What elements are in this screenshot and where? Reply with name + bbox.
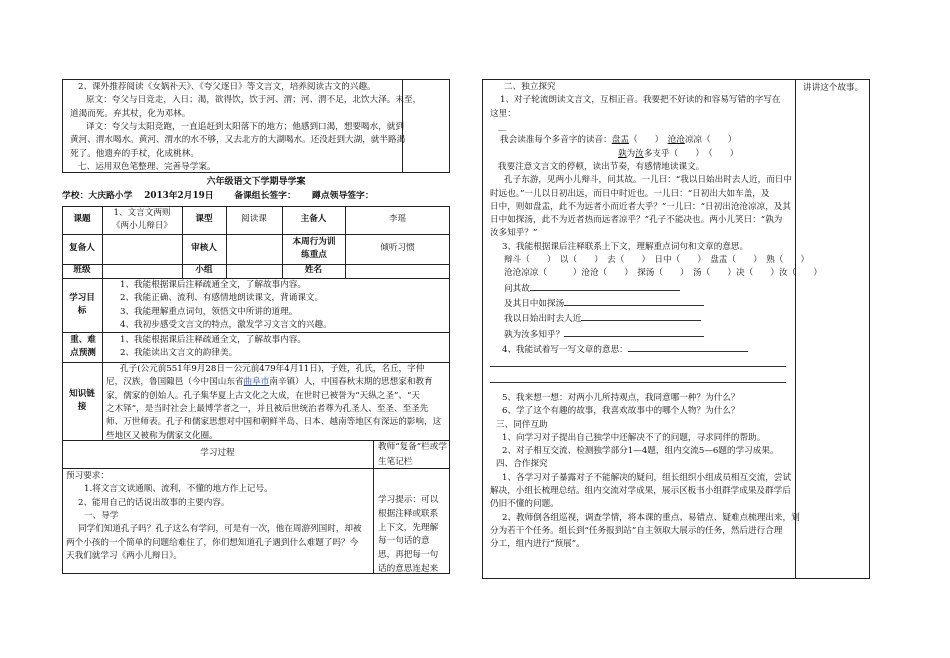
text-line: 译文：夸父与太阳竞跑，一直追赶到太阳落下的地方；他感到口渴，想要喝水，就到 xyxy=(86,121,404,132)
process-line: 2、能用自己的话说出故事的主要内容。 xyxy=(78,497,230,508)
goals-label: 学习目标 xyxy=(69,292,95,316)
process-line: 1.将文言文读通顺、流利，不懂的地方作上记号。 xyxy=(84,484,273,495)
polyphone-line xyxy=(490,148,792,161)
tip-line: 根据注释或联系 xyxy=(378,508,439,519)
right-line: 仍旧不懂的问题。 xyxy=(490,499,559,510)
process-line: 天我们就学习《两小儿辩日》。 xyxy=(66,550,183,561)
text-line: 黄河、渭水喝水。黄河、渭水的水不够，又去北方的大湖喝水。还没赶到大湖，就半路渴 xyxy=(70,135,406,146)
polyphone-line xyxy=(490,134,792,147)
goal-item: 1、我能根据课后注释疏通全文，了解故事内容。 xyxy=(120,280,306,290)
right-line: 1、对子轮流朗读文言文，互相正音。我要把不好读的和容易写错的字写在 xyxy=(500,95,781,106)
process-line: 两个小孩的一个简单的问题给难住了，你们想知道孔子遇到什么难题了吗？今 xyxy=(66,537,359,548)
passage-line: 日中，则如盘盂，此不为远者小而近者大乎？”一儿曰：“日初出沧沧凉凉，及其 xyxy=(490,201,791,212)
right-line: 2、对子相互交流、检测独学部分1—4题，组内交流5—6题的学习成果。 xyxy=(502,446,779,457)
words-line: 沧沧凉凉（ ）沧沧（ ） 探汤（ ） 汤（ ）决（ ）汝（ ） xyxy=(504,268,822,279)
right-line: 3、我能根据课后注释联系上下文，理解重点词句和文章的意思。 xyxy=(502,241,749,252)
tip-line: 上下文，先理解 xyxy=(378,522,439,533)
knowledge-line: 家，儒家的创始人。孔子集华夏上古文化之大成，在世时已被誉为“天纵之圣”、“天 xyxy=(106,390,420,401)
notes-header: 教师“复备”栏或学生笔记栏 xyxy=(378,442,447,467)
phrase: 孰为汝多知乎？ xyxy=(504,329,565,340)
paren: （ ） xyxy=(708,148,739,159)
knowledge-line: 孔子(公元前551年9月28日－公元前479年4月11日)，子姓，孔氏，名丘，字仲 xyxy=(120,364,425,374)
section-heading: 二、独立探究 xyxy=(504,82,556,92)
word-liangliang: 凉凉 xyxy=(684,135,703,146)
goal-item: 2、我能正确、流利、有感情地朗读课文，背诵课文。 xyxy=(120,293,324,304)
knowledge-line-a: 尼，汉族，鲁国陬邑（今中国山东省 xyxy=(106,377,244,388)
knowledge-line-b: 南辛镇）人，中国春秋末期的思想家和教育 xyxy=(269,377,433,388)
name-label: 姓名 xyxy=(304,265,323,276)
keypoints-list xyxy=(110,334,306,361)
left-top-text xyxy=(70,81,422,174)
keypoint-item: 2、我能读出文言文的韵律美。 xyxy=(120,348,238,359)
keypoint-item: 1、我能根据课后注释疏通全文，了解故事内容。 xyxy=(120,335,306,345)
process-line: 预习要求： xyxy=(66,471,109,481)
right-line: 1、向学习对子提出自己独学中还解决不了的问题，寻求同伴的帮助。 xyxy=(502,432,766,443)
word-cangcang: 沧沧 xyxy=(667,135,685,146)
phrase-line xyxy=(490,296,792,311)
keypoints-label: 重、难点预测 xyxy=(70,334,96,358)
auditor-label: 审核人 xyxy=(191,243,217,254)
knowledge-text xyxy=(106,363,441,443)
focus-value: 倾听习惯 xyxy=(380,243,415,254)
knowledge-line: 师、万世师表。孔子和儒家思想对中国和朝鲜半岛、日本、越南等地区有深远的影响，这 xyxy=(106,417,442,428)
type-label: 课型 xyxy=(195,214,213,225)
phrase: 及其日中如探汤 xyxy=(504,299,565,309)
header-meta xyxy=(62,190,374,204)
right-line: 1、各学习对子暴露对子不能解决的疑问，组长组织小组成员相互交流，尝试 xyxy=(502,472,792,483)
host-value: 李瑶 xyxy=(388,214,407,225)
right-body xyxy=(490,81,822,552)
right-line: 这里： xyxy=(490,108,516,119)
polyphone-prompt: 我会读准每个多音字的读音： xyxy=(500,135,612,146)
right-line: 分工，组内进行“预展”。 xyxy=(490,539,585,550)
text-line: 2、课外推荐阅读《女娲补天》、《夸父逐日》等文言文，培养阅读古文的兴趣。 xyxy=(78,82,376,92)
right-line: 解决，小组长梳理总结。组内交流对学成果，展示区板书小组群学成果及群学后 xyxy=(490,486,791,497)
leader-sign: 备课组长签字： xyxy=(234,191,292,201)
section-heading: 四、合作探究 xyxy=(496,459,548,470)
goals-list xyxy=(110,279,332,332)
phrase: 我以日始出时去人近 xyxy=(504,314,582,325)
text-line: 七、运用双色笔整理、完善导学案。 xyxy=(78,161,216,172)
text-line: 死了。他遗弃的手杖，化成桃林。 xyxy=(70,148,199,159)
words-line xyxy=(490,281,792,296)
passage-line: 时远也。”一儿以日初出远，而日中时近也。一儿曰：“日初出大如车盖，及 xyxy=(490,188,770,199)
passage-line: 日中如探汤，此不为近者热而远者凉乎？”孔子不能决也。两小儿笑曰：“孰为 xyxy=(490,215,783,226)
group-label: 小组 xyxy=(195,265,213,276)
text-line: 原文：夸父与日竞走，入日；渴，欲得饮，饮于河、渭；河、渭不足，北饮大泽。未至， xyxy=(86,95,422,106)
paren: （ ） xyxy=(628,135,660,146)
phrase-line xyxy=(490,327,792,342)
paren: （ ） xyxy=(702,135,737,146)
knowledge-line: 些地区又被称为儒家文化圈。 xyxy=(106,430,218,441)
reviewer-label: 复备人 xyxy=(69,243,95,254)
knowledge-line xyxy=(106,376,441,389)
right-line: 我要注意文言文的停顿，读出节奏，有感情地读课文。 xyxy=(498,161,705,172)
section-heading: 三、同伴互助 xyxy=(496,419,548,430)
lesson-date: 2013年2月19日 xyxy=(144,191,214,201)
knowledge-label: 知识链接 xyxy=(69,388,95,412)
word-shu: 孰 xyxy=(618,148,627,159)
tip-line: 学习提示：可以 xyxy=(378,495,439,505)
type-value: 阅读课 xyxy=(241,214,267,225)
knowledge-line: 之木铎”，是当时社会上最博学者之一，并且被后世统治者尊为孔圣人、至圣、至圣先 xyxy=(106,403,429,414)
qufu-link[interactable]: 曲阜市 xyxy=(243,377,270,388)
passage-line: 孔子东游，见两小儿辩斗，问其故。一儿曰：“我以日始出时去人近，而日中 xyxy=(504,175,792,186)
page-title: 六年级语文下学期导学案 xyxy=(206,177,306,187)
right-line: 5、我来想一想：对两小儿所持观点，我同意哪一种？为什么？ xyxy=(502,392,740,403)
tip-line: 话的意思连起来 xyxy=(378,563,439,574)
words-line: 辩斗（ ） 以（ ） 去（ ） 日中（ ） 盘盂（ ） 熟（ ） xyxy=(504,255,810,266)
right-notes-divider xyxy=(795,79,796,579)
word-ru: 汝 xyxy=(635,148,644,159)
point-sign: 蹲点领导签字： xyxy=(312,191,374,201)
process-header: 学习过程 xyxy=(200,448,235,459)
phrase-line xyxy=(490,311,792,326)
answer-line xyxy=(490,373,792,388)
paren: （ ） xyxy=(669,148,700,159)
school-name: 学校：大庆路小学 xyxy=(62,191,133,201)
write-prompt: 4、我能试着写一写文章的意思： xyxy=(502,344,628,355)
goal-item: 3、我能理解重点词句，领悟文中所讲的道理。 xyxy=(120,306,298,317)
text-line: 道渴而死。弃其杖，化为邓林。 xyxy=(70,108,191,119)
word-wenqigu: 问其故 xyxy=(504,283,530,294)
answer-line xyxy=(490,357,792,372)
topic-value: 1、文言文两则《两小儿辩日》 xyxy=(111,207,173,231)
passage-line: 汝多知乎？” xyxy=(490,228,538,239)
host-label: 主备人 xyxy=(300,214,327,225)
word-panyu: 盘盂 xyxy=(611,135,629,146)
right-notes-text: 讲讲这个故事。 xyxy=(803,83,864,93)
tip-line: 每一句话的意 xyxy=(378,536,430,547)
study-tip xyxy=(378,494,450,577)
process-body xyxy=(66,470,371,563)
goal-item: 4、我初步感受文言文的特点，激发学习文言文的兴趣。 xyxy=(120,319,332,330)
right-line: 2、教师倒各组巡视，调查学情，将本课的重点、易错点、疑难点梳理出来，划 xyxy=(502,512,800,523)
process-line: 同学们知道孔子吗？孔子这么有学问，可是有一次，他在周游列国时，却被 xyxy=(78,524,362,535)
blank-line: __ xyxy=(498,121,507,132)
right-line xyxy=(490,342,792,357)
right-line: 分为若干个任务。组长到“任务报到站”自主领取大展示的任务，然后进行合理 xyxy=(490,526,783,536)
focus-label: 本周行为训练重点 xyxy=(292,236,336,260)
class-label: 班级 xyxy=(73,265,91,276)
process-line: 一、导学 xyxy=(84,510,119,521)
topic-label: 课题 xyxy=(73,214,91,225)
word-duozhi: 多支乎 xyxy=(643,148,670,159)
word-wei: 为 xyxy=(626,148,636,159)
tip-line: 思，再把每一句 xyxy=(378,550,439,560)
right-line: 6、学了这个有趣的故事，我喜欢故事中的哪个人物？为什么？ xyxy=(502,406,740,417)
